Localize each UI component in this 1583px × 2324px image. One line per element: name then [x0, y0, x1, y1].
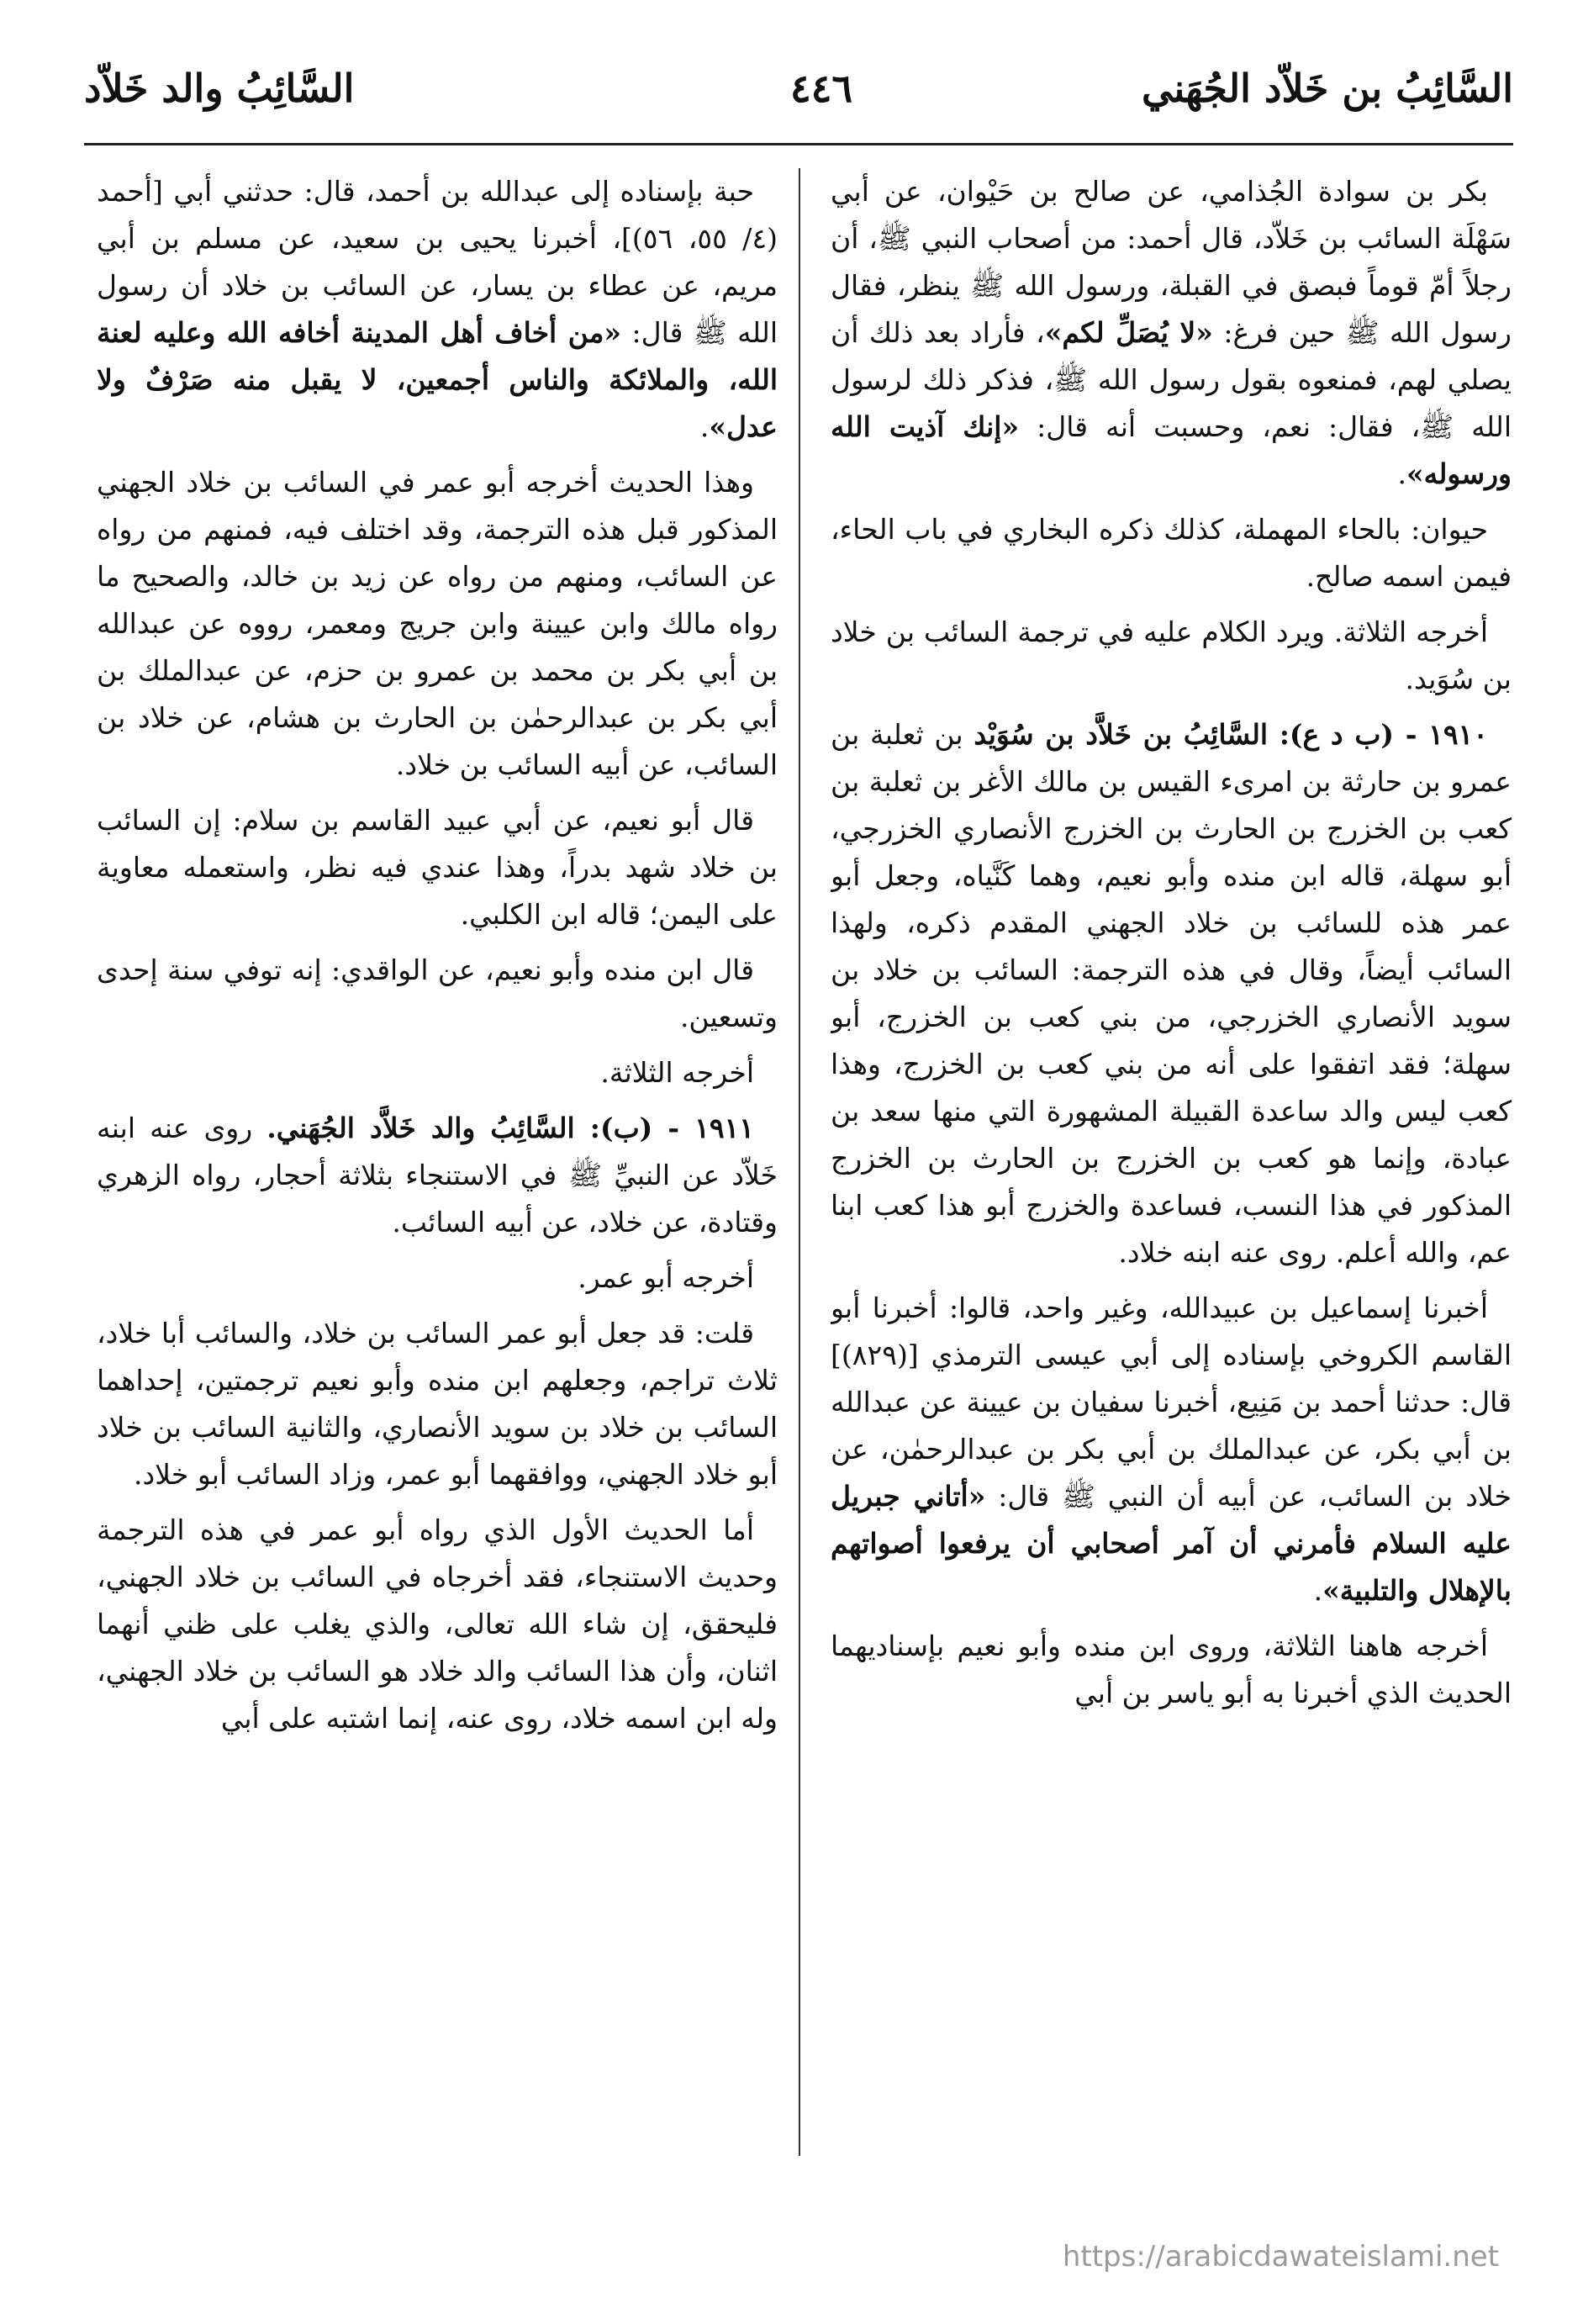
- text: حبة بإسناده إلى عبدالله بن أحمد، قال: حدثني أبي [أحمد (٤/ ٥٥، ٥٦)]، أخبرنا يحيى بن سعيد، عن مسلم بن أبي مريم، عن عطاء بن يسار، عن السائب بن خلاد أن رسول الله ﷺ قال:: [97, 175, 778, 349]
- right-column: [831, 168, 1512, 2156]
- paragraph: أخبرنا إسماعيل بن عبيدالله، وغير واحد، قالوا: أخبرنا أبو القاسم الكروخي بإسناده إلى أبي عيسى الترمذي [(٨٢٩)] قال: حدثنا أحمد بن مَنِيع، أخبرنا سفيان بن عيينة عن عبدالله بن أبي بكر، عن عبدالملك بن أبي بكر بن عبدالرحمٰن، عن خلاد بن السائب، عن أبيه أن النبي ﷺ قال: «أتاني جبريل عليه السلام فأمرني أن آمر أصحابي أن يرفعوا أصواتهم بالإهلال والتلبية».: [831, 1291, 1512, 1607]
- header-right-title: السَّائِبُ بن خَلاّد الجُهَني: [1142, 66, 1513, 111]
- header-rule: [84, 143, 1513, 145]
- paragraph: قال أبو نعيم، عن أبي عبيد القاسم بن سلام: إن السائب بن خلاد شهد بدراً، وهذا عندي فيه نظر، واستعمله معاوية على اليمن؛ قاله ابن الكلبي.: [97, 804, 778, 931]
- paragraph: حبة بإسناده إلى عبدالله بن أحمد، قال: حدثني أبي [أحمد (٤/ ٥٥، ٥٦)]، أخبرنا يحيى بن سعيد، عن مسلم بن أبي مريم، عن عطاء بن يسار، عن السائب بن خلاد أن رسول الله ﷺ قال: «من أخاف أهل المدينة أخافه الله وعليه لعنة الله، والملائكة والناس أجمعين، لا يقبل منه صَرْفٌ ولا عدل».: [97, 175, 778, 443]
- watermark-url: https://arabicdawateislami.net: [1062, 2240, 1499, 2274]
- left-column: [97, 168, 778, 2156]
- paragraph: أخرجه أبو عمر.: [578, 1261, 754, 1294]
- paragraph: أخرجه الثلاثة. ويرد الكلام عليه في ترجمة السائب بن خلاد بن سُوَيد.: [831, 615, 1512, 695]
- text: بن ثعلبة بن عمرو بن حارثة بن امرىء القيس بن مالك الأغر بن ثعلبة بن كعب بن الخزرج بن الحارث بن الخزرج الأنصاري الخزرجي، أبو سهلة، قاله ابن منده وأبو نعيم، وهما كَنَّياه، وجعل أبو عمر هذه للسائب بن خلاد الجهني المقدم ذكره، ولهذا السائب أيضاً، وقال في هذه الترجمة: السائب بن خلاد بن سويد الأنصاري الخزرجي، من بني كعب بن الخزرج، أبو سهلة؛ فقد اتفقوا على أنه من بني كعب بن الخزرج، وهذا كعب ليس والد ساعدة القبيلة المشهورة التي منها سعد بن عبادة، وإنما هو كعب بن الخزرج بن الحارث بن الخزرج المذكور في هذا النسب، فساعدة والخزرج أبو هذا كعب ابنا عم، والله أعلم. روى عنه ابنه خلاد.: [831, 718, 1512, 1269]
- entry-1910: [831, 711, 1512, 1276]
- text: بكر بن سوادة الجُذامي، عن صالح بن حَيْوان، عن أبي سَهْلَة السائب بن خَلاّد، قال أحمد: من أصحاب النبي ﷺ، أن رجلاً أمّ قوماً فبصق في القبلة، ورسول الله ﷺ ينظر، فقال رسول الله ﷺ حين فرغ:: [831, 175, 1512, 349]
- column-divider: [799, 168, 800, 2156]
- hadith-text: «أتاني جبريل عليه السلام فأمرني أن آمر أصحابي أن يرفعوا أصواتهم بالإهلال والتلبية»: [831, 1480, 1512, 1607]
- entry-1911: [97, 1105, 778, 1246]
- page-header: [84, 66, 1513, 124]
- paragraph: أخرجه هاهنا الثلاثة، وروى ابن منده وأبو نعيم بإسناديهما الحديث الذي أخبرنا به أبو ياسر بن أبي: [831, 1629, 1512, 1709]
- paragraph: قال ابن منده وأبو نعيم، عن الواقدي: إنه توفي سنة إحدى وتسعين.: [97, 953, 778, 1033]
- text: ، فأراد بعد ذلك أن يصلي لهم، فمنعوه بقول رسول الله ﷺ، فذكر ذلك لرسول الله ﷺ، فقال: نعم، وحسبت أنه قال:: [831, 316, 1512, 443]
- hadith-text: «لا يُصَلِّ لكم»: [1044, 316, 1213, 349]
- page-number: ٤٤٦: [790, 66, 853, 111]
- entry-heading: ١٩١٠ - (ب د ع): السَّائِبُ بن خَلاَّد بن سُوَيْد: [974, 718, 1488, 751]
- hadith-text: «من أخاف أهل المدينة أخافه الله وعليه لعنة الله، والملائكة والناس أجمعين، لا يقبل منه صَرْفٌ ولا عدل»: [97, 316, 778, 443]
- paragraph: بكر بن سوادة الجُذامي، عن صالح بن حَيْوان، عن أبي سَهْلَة السائب بن خَلاّد، قال أحمد: من أصحاب النبي ﷺ، أن رجلاً أمّ قوماً فبصق في القبلة، ورسول الله ﷺ ينظر، فقال رسول الله ﷺ حين فرغ: «لا يُصَلِّ لكم»، فأراد بعد ذلك أن يصلي لهم، فمنعوه بقول رسول الله ﷺ، فذكر ذلك لرسول الله ﷺ، فقال: نعم، وحسبت أنه قال: «إنك آذيت الله ورسوله».: [831, 175, 1512, 490]
- entry-heading: ١٩١١ - (ب): السَّائِبُ والد خَلاَّد الجُهَني.: [266, 1112, 754, 1144]
- paragraph: حيوان: بالحاء المهملة، كذلك ذكره البخاري في باب الحاء، فيمن اسمه صالح.: [831, 513, 1512, 593]
- text: أخبرنا إسماعيل بن عبيدالله، وغير واحد، قالوا: أخبرنا أبو القاسم الكروخي بإسناده إلى أبي عيسى الترمذي [(٨٢٩)] قال: حدثنا أحمد بن مَنِيع، أخبرنا سفيان بن عيينة عن عبدالله بن أبي بكر، عن عبدالملك بن أبي بكر بن عبدالرحمٰن، عن خلاد بن السائب، عن أبيه أن النبي ﷺ قال:: [831, 1291, 1512, 1513]
- paragraph: أخرجه الثلاثة.: [600, 1056, 754, 1089]
- paragraph: وهذا الحديث أخرجه أبو عمر في السائب بن خلاد الجهني المذكور قبل هذه الترجمة، وقد اختلف فيه، فمنهم من رواه عن السائب، ومنهم من رواه عن زيد بن خالد، والصحيح ما رواه مالك وابن عيينة وابن جريج ومعمر، رووه عن عبدالله بن أبي بكر بن محمد بن عمرو بن حزم، عن عبدالملك بن أبي بكر بن عبدالرحمٰن بن الحارث بن هشام، عن خلاد بن السائب، عن أبيه السائب بن خلاد.: [97, 466, 778, 781]
- header-left-title: السَّائِبُ والد خَلاّد: [84, 66, 355, 111]
- text: روى عنه ابنه خَلاّد عن النبيِّ ﷺ في الاستنجاء بثلاثة أحجار، رواه الزهري وقتادة، عن خلاد، عن أبيه السائب.: [97, 1112, 778, 1239]
- paragraph: أما الحديث الأول الذي رواه أبو عمر في هذه الترجمة وحديث الاستنجاء، فقد أخرجاه في السائب بن خلاد الجهني، فليحقق، إن شاء الله تعالى، والذي يغلب على ظني أنهما اثنان، وأن هذا السائب والد خلاد هو السائب بن خلاد الجهني، وله ابن اسمه خلاد، روى عنه، إنما اشتبه على أبي: [97, 1513, 778, 1735]
- hadith-text: «إنك آذيت الله ورسوله»: [831, 410, 1512, 490]
- paragraph: قلت: قد جعل أبو عمر السائب بن خلاد، والسائب أبا خلاد، ثلاث تراجم، وجعلهم ابن منده وأبو نعيم ترجمتين، إحداهما السائب بن خلاد بن سويد الأنصاري، والثانية السائب بن خلاد أبو خلاد الجهني، ووافقهما أبو عمر، وزاد السائب أبو خلاد.: [97, 1317, 778, 1491]
